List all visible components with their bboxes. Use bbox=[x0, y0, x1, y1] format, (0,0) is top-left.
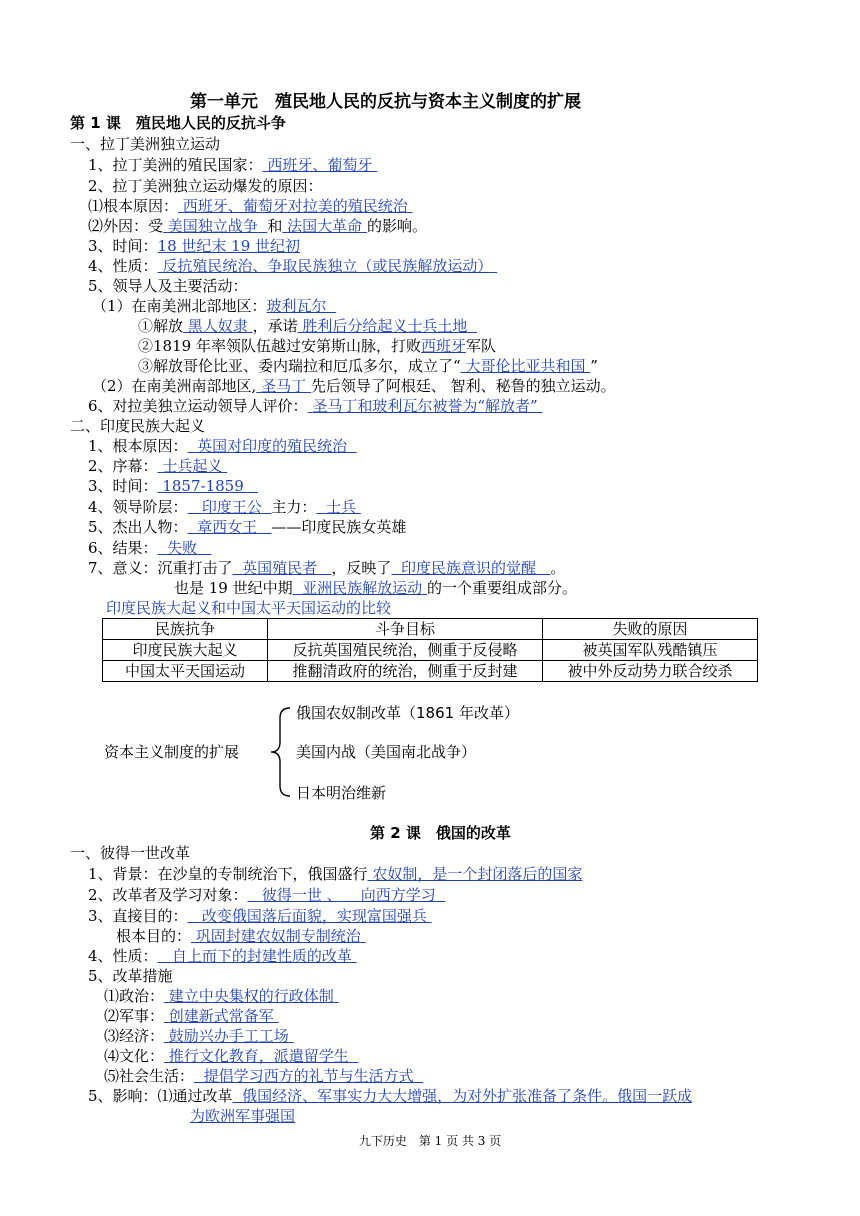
question-line bbox=[88, 256, 497, 276]
answer: 印度王公 bbox=[201, 498, 262, 516]
answer: 俄国经济、军事实力大大增强，为对外扩张准备了条件。俄国一跃成 bbox=[242, 1087, 693, 1105]
label: 4、性质： bbox=[88, 257, 158, 275]
answer: 彼得一世 、 向西方学习 bbox=[261, 886, 436, 904]
label: 1、背景：在沙皇的专制统治下，俄国盛行 bbox=[88, 865, 368, 883]
label: 6、结果： bbox=[88, 539, 158, 557]
question-line bbox=[88, 946, 357, 966]
label: 4、性质： bbox=[88, 947, 158, 965]
answer: 印度民族意识的觉醒 bbox=[400, 559, 536, 577]
brace-item: 日本明治维新 bbox=[296, 784, 387, 802]
label: 和 bbox=[267, 217, 283, 235]
question-line bbox=[104, 986, 339, 1006]
question-line: 5、领导人及主要活动： bbox=[88, 277, 248, 295]
question-line bbox=[104, 1066, 423, 1086]
answer: 圣马丁 bbox=[261, 377, 307, 395]
answer: 黑人奴隶 bbox=[187, 317, 248, 335]
answer: 农奴制，是一个封闭落后的国家 bbox=[372, 865, 583, 883]
label: 军队 bbox=[465, 337, 496, 355]
answer: 玻利瓦尔 bbox=[266, 297, 327, 315]
question-line bbox=[88, 456, 227, 476]
answer: 反抗殖民统治、争取民族独立（或民族解放运动） bbox=[162, 257, 493, 275]
answer: 提倡学习西方的礼节与生活方式 bbox=[203, 1067, 414, 1085]
question-line bbox=[88, 885, 445, 905]
label: ⑵军事： bbox=[104, 1007, 165, 1025]
label: 2、序幕： bbox=[88, 457, 158, 475]
label: 2、改革者及学习对象： bbox=[88, 886, 248, 904]
question-line bbox=[88, 155, 377, 175]
question-line bbox=[88, 1086, 692, 1106]
table-cell: 被中外反动势力联合绞杀 bbox=[543, 661, 758, 682]
question-line bbox=[92, 376, 616, 396]
answer: 鼓励兴办手工工场 bbox=[168, 1027, 289, 1045]
question-line bbox=[174, 578, 577, 598]
question-line: 5、改革措施 bbox=[88, 967, 173, 985]
question-line bbox=[88, 396, 542, 416]
label: 5、影响：⑴通过改革 bbox=[88, 1087, 233, 1105]
answer: 章西女王 bbox=[197, 518, 258, 536]
answer: 西班牙、葡萄牙对拉美的殖民统治 bbox=[182, 197, 408, 215]
label: 先后领导了阿根廷、 智利、秘鲁的独立运动。 bbox=[310, 377, 616, 395]
question-line bbox=[116, 926, 366, 946]
label: ①解放 bbox=[138, 317, 184, 335]
answer: 西班牙 bbox=[420, 337, 466, 355]
table-cell: 中国太平天国运动 bbox=[103, 661, 268, 682]
label: 5、杰出人物： bbox=[88, 518, 188, 536]
question-line bbox=[88, 497, 361, 517]
answer: 圣马丁和玻利瓦尔被誉为“解放者” bbox=[312, 397, 538, 415]
answer: 巩固封建农奴制专制统治 bbox=[195, 927, 361, 945]
answer: 英国对印度的殖民统治 bbox=[197, 437, 348, 455]
question-line bbox=[88, 517, 406, 537]
label: （2）在南美洲南部地区, bbox=[92, 377, 257, 395]
question-line bbox=[88, 864, 582, 884]
answer: 改变俄国落后面貌，实现富国强兵 bbox=[201, 907, 427, 925]
answer: 胜利后分给起义士兵土地 bbox=[302, 317, 468, 335]
answer: 亚洲民族解放运动 bbox=[302, 579, 423, 597]
section-heading: 一、彼得一世改革 bbox=[70, 844, 191, 862]
unit-title: 第一单元 殖民地人民的反抗与资本主义制度的扩展 bbox=[190, 92, 581, 112]
answer: 英国殖民者 bbox=[242, 559, 318, 577]
question-line bbox=[88, 236, 300, 256]
brace-label: 资本主义制度的扩展 bbox=[104, 743, 240, 761]
label: 3、时间： bbox=[88, 477, 158, 495]
label: ⑴根本原因： bbox=[88, 197, 179, 215]
answer: 18 世纪末 19 世纪初 bbox=[157, 237, 301, 255]
table-row bbox=[103, 661, 758, 682]
label: ③解放哥伦比亚、委内瑞拉和厄瓜多尔，成立了“ bbox=[138, 357, 461, 375]
label: 3、时间： bbox=[88, 237, 158, 255]
table-header-cell: 失败的原因 bbox=[543, 619, 758, 640]
label: ⑴政治： bbox=[104, 987, 165, 1005]
question-line bbox=[104, 1026, 294, 1046]
question-line bbox=[88, 436, 357, 456]
label: ⑶经济： bbox=[104, 1027, 165, 1045]
answer: 1857-1859 bbox=[162, 477, 244, 495]
answer: 为欧洲军事强国 bbox=[190, 1107, 296, 1125]
answer: 自上而下的封建性质的改革 bbox=[171, 947, 352, 965]
table-header-cell: 民族抗争 bbox=[103, 619, 268, 640]
section-heading: 二、印度民族大起义 bbox=[70, 417, 206, 435]
answer: 建立中央集权的行政体制 bbox=[168, 987, 334, 1005]
label: 6、对拉美独立运动领导人评价： bbox=[88, 397, 308, 415]
table-row bbox=[103, 640, 758, 661]
page-footer: 九下历史 第 1 页 共 3 页 bbox=[358, 1134, 502, 1148]
answer: 士兵起义 bbox=[162, 457, 223, 475]
lesson2-heading: 第 2 课 俄国的改革 bbox=[370, 824, 511, 842]
label: ” bbox=[590, 357, 598, 375]
answer: 西班牙、葡萄牙 bbox=[267, 156, 373, 174]
label: 1、根本原因： bbox=[88, 437, 188, 455]
label: （1）在南美洲北部地区： bbox=[92, 297, 267, 315]
label: ②1819 年率领队伍越过安第斯山脉，打败 bbox=[138, 337, 421, 355]
question-line bbox=[138, 336, 496, 356]
question-line bbox=[190, 1106, 295, 1126]
question-line bbox=[138, 316, 477, 336]
table-cell: 反抗英国殖民统治，侧重于反侵略 bbox=[268, 640, 543, 661]
table-cell: 被英国军队残酷镇压 bbox=[543, 640, 758, 661]
table-cell: 推翻清政府的统治，侧重于反封建 bbox=[268, 661, 543, 682]
label: ⑷文化： bbox=[104, 1047, 165, 1065]
label: 。 bbox=[550, 559, 566, 577]
answer: 创建新式常备军 bbox=[168, 1007, 274, 1025]
label: ⑵外因：受 bbox=[88, 217, 164, 235]
label: 1、拉丁美洲的殖民国家： bbox=[88, 156, 263, 174]
table-cell: 印度民族大起义 bbox=[103, 640, 268, 661]
answer: 推行文化教育，派遣留学生 bbox=[168, 1047, 349, 1065]
label: 主力： bbox=[271, 498, 317, 516]
question-line: 2、拉丁美洲独立运动爆发的原因： bbox=[88, 177, 323, 195]
label: ，承诺 bbox=[252, 317, 298, 335]
label: 根本目的： bbox=[116, 927, 192, 945]
answer: 失败 bbox=[167, 539, 198, 557]
question-line bbox=[88, 196, 413, 216]
label: ⑸社会生活： bbox=[104, 1067, 195, 1085]
answer: 美国独立战争 bbox=[167, 217, 258, 235]
question-line bbox=[104, 1006, 279, 1026]
comparison-table bbox=[102, 618, 758, 682]
question-line bbox=[88, 538, 211, 558]
label: 4、领导阶层： bbox=[88, 498, 188, 516]
label: 也是 19 世纪中期 bbox=[174, 579, 293, 597]
question-line bbox=[88, 476, 258, 496]
question-line bbox=[88, 906, 432, 926]
question-line bbox=[88, 216, 427, 236]
label: 7、意义：沉重打击了 bbox=[88, 559, 233, 577]
question-line bbox=[138, 356, 598, 376]
label: 的影响。 bbox=[366, 217, 427, 235]
table-caption: 印度民族大起义和中国太平天国运动的比较 bbox=[106, 599, 392, 617]
label: 的一个重要组成部分。 bbox=[426, 579, 577, 597]
label: ——印度民族女英雄 bbox=[271, 518, 407, 536]
table-header-row bbox=[103, 619, 758, 640]
question-line bbox=[92, 296, 336, 316]
answer: 士兵 bbox=[325, 498, 356, 516]
section-heading: 一、拉丁美洲独立运动 bbox=[70, 135, 221, 153]
answer: 大哥伦比亚共和国 bbox=[465, 357, 586, 375]
label: 3、直接目的： bbox=[88, 907, 188, 925]
brace-item: 美国内战（美国南北战争） bbox=[296, 743, 477, 761]
lesson1-heading: 第 1 课 殖民地人民的反抗斗争 bbox=[70, 114, 286, 132]
table-header-cell: 斗争目标 bbox=[268, 619, 543, 640]
question-line bbox=[104, 1046, 358, 1066]
answer: 法国大革命 bbox=[287, 217, 363, 235]
curly-brace-icon bbox=[268, 706, 292, 798]
brace-item: 俄国农奴制改革（1861 年改革） bbox=[296, 704, 519, 722]
question-line bbox=[88, 558, 565, 578]
label: ，反映了 bbox=[331, 559, 392, 577]
